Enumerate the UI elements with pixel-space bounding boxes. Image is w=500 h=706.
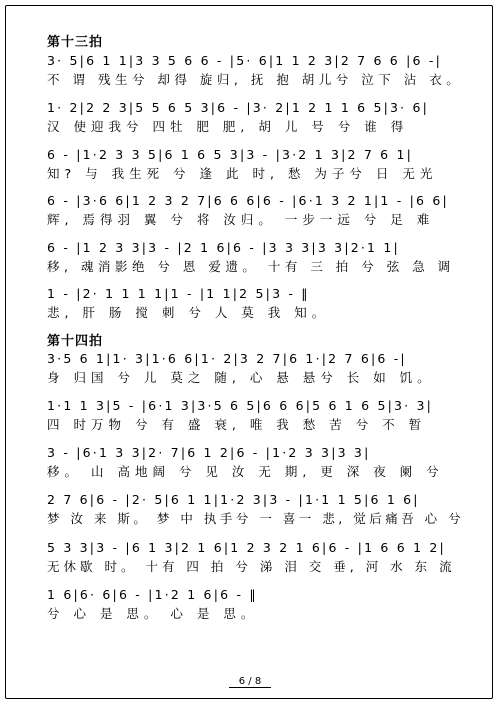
- music-system: [47, 584, 465, 622]
- music-system: [47, 395, 465, 433]
- notation-line: 6 - |1·2 3 3 5|6 1 6 5 3|3 - |3·2 1 3|2 7 6 1|: [47, 146, 414, 162]
- section-title-13: 第十三拍: [47, 35, 104, 50]
- lyrics-line: 梦 汝 来 斯。 梦 中 执手兮 一 喜一 悲, 觉后痛吾 心 兮: [47, 511, 465, 526]
- notation-line: 6 - |1 2 3 3|3 - |2 1 6|6 - |3 3 3|3 3|2·1 1|: [47, 239, 400, 255]
- music-system: [47, 190, 465, 228]
- music-system: [47, 348, 465, 386]
- music-system: [47, 442, 465, 480]
- page-number: [0, 676, 500, 687]
- lyrics-line: 身 归国 兮 儿 莫之 随, 心 悬 悬兮 长 如 饥。: [47, 370, 435, 385]
- notation-line: 1· 2|2 2 3|5 5 6 5 3|6 - |3· 2|1 2 1 1 6 5|3· 6|: [47, 99, 430, 115]
- lyrics-line: 不 谓 残生兮 却得 旋归, 抚 抱 胡儿兮 泣下 沾 衣。: [47, 72, 464, 87]
- notation-line: 1·1 1 3|5 - |6·1 3|3·5 6 5|6 6 6|5 6 1 6 5|3· 3|: [47, 397, 434, 413]
- music-system: [47, 537, 465, 575]
- music-system: [47, 237, 465, 275]
- notation-line: 5 3 3|3 - |6 1 3|2 1 6|1 2 3 2 1 6|6 - |1 6 6 1 2|: [47, 539, 446, 555]
- notation-line: 3 - |6·1 3 3|2· 7|6 1 2|6 - |1·2 3 3|3 3|: [47, 444, 371, 460]
- section-title-14: 第十四拍: [47, 334, 104, 349]
- music-system: [47, 50, 465, 88]
- music-system: [47, 144, 465, 182]
- notation-line: 1 - |2· 1 1 1 1|1 - |1 1|2 5|3 - ‖: [47, 285, 310, 301]
- page-number-text: 6 / 8: [229, 676, 271, 688]
- notation-line: 1 6|6· 6|6 - |1·2 1 6|6 - ‖: [47, 586, 258, 602]
- lyrics-line: 汉 使迎我兮 四牡 肥 肥, 胡 儿 号 兮 谁 得: [47, 119, 409, 134]
- notation-line: 3· 5|6 1 1|3 3 5 6 6 - |5· 6|1 1 2 3|2 7 6 6 |6 -|: [47, 52, 442, 68]
- lyrics-line: 知? 与 我生死 兮 逢 此 时, 愁 为子兮 日 无光: [47, 166, 438, 181]
- lyrics-line: 无休歇 时。 十有 四 拍 兮 涕 泪 交 垂, 河 水 东 流: [47, 559, 456, 574]
- lyrics-line: 移。 山 高地阔 兮 见 汝 无 期, 更 深 夜 阑 兮: [47, 464, 444, 479]
- music-system: [47, 283, 465, 321]
- lyrics-line: 兮 心 是 思。 心 是 思。: [47, 606, 259, 621]
- notation-line: 3·5 6 1|1· 3|1·6 6|1· 2|3 2 7|6 1·|2 7 6|6 -|: [47, 350, 407, 366]
- music-system: [47, 97, 465, 135]
- lyrics-line: 悲, 肝 肠 搅 刺 兮 人 莫 我 知。: [47, 305, 330, 320]
- notation-line: 2 7 6|6 - |2· 5|6 1 1|1·2 3|3 - |1·1 1 5|6 1 6|: [47, 491, 420, 507]
- music-system: [47, 489, 465, 527]
- lyrics-line: 四 时万物 兮 有 盛 衰, 唯 我 愁 苦 兮 不 暂: [47, 417, 427, 432]
- lyrics-line: 辉, 焉得羽 翼 兮 将 汝归。 一步一远 兮 足 难: [47, 212, 435, 227]
- notation-line: 6 - |3·6 6|1 2 3 2 7|6 6 6|6 - |6·1 3 2 1|1 - |6 6|: [47, 192, 449, 208]
- lyrics-line: 移, 魂消影绝 兮 恩 爱遗。 十有 三 拍 兮 弦 急 调: [47, 259, 455, 274]
